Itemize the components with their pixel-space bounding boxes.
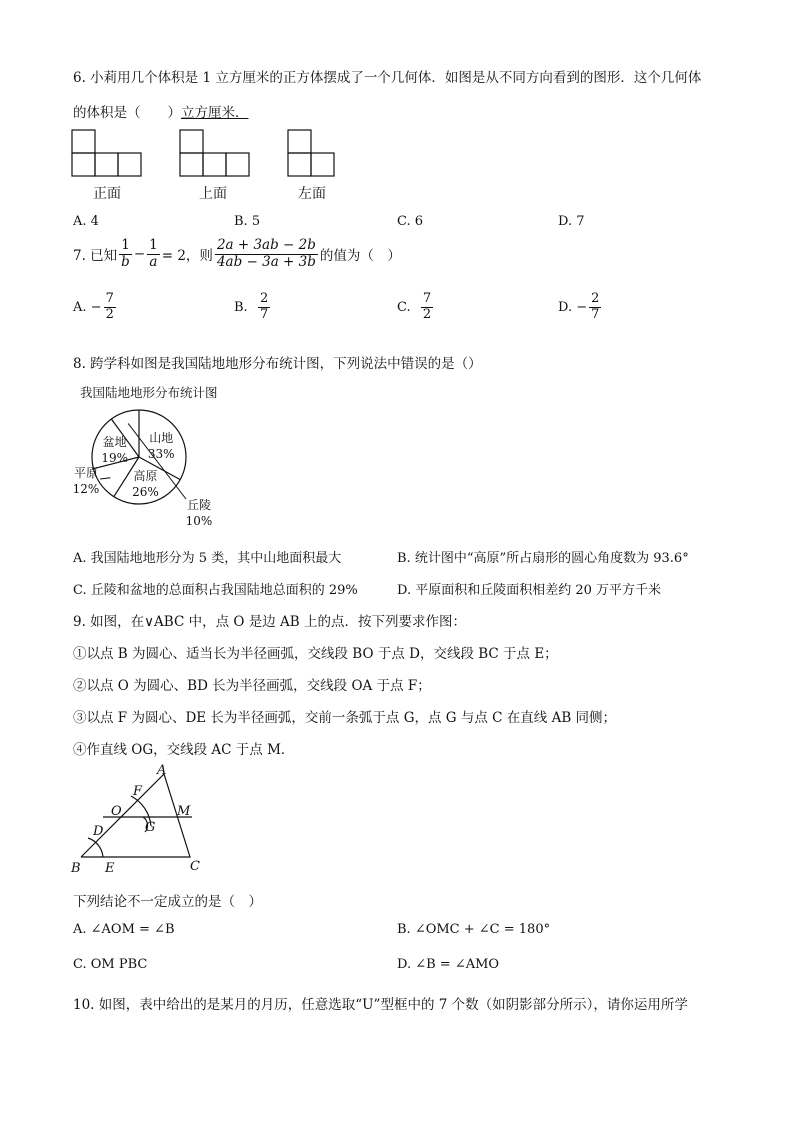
label-d: D xyxy=(93,824,104,839)
q7-option-b[interactable] xyxy=(234,292,272,323)
pie-label-3: 盆地 xyxy=(102,435,127,450)
q6-option-b[interactable]: B. 5 xyxy=(234,214,261,229)
q9-option-b[interactable]: B. ∠OMC + ∠C = 180° xyxy=(397,922,551,937)
front-view-cell xyxy=(118,153,141,176)
q7-frac-1-over-b: $\frac{1}{b}$ xyxy=(121,237,130,270)
q7-option-a-den: 2 xyxy=(105,306,114,322)
q9-question: 下列结论不一定成立的是（ ） xyxy=(73,894,262,910)
q6-stem-line2-b: 立方厘米． xyxy=(181,105,249,121)
q6-view-label-left: 左面 xyxy=(298,186,326,202)
q6-stem-line2 xyxy=(73,101,249,121)
q7-option-d-den: 7 xyxy=(591,306,600,322)
q7-option-c-num: 7 xyxy=(422,291,432,306)
q7-option-b-label: B. xyxy=(234,299,248,315)
q9-option-d[interactable]: D. ∠B = ∠AMO xyxy=(397,957,500,972)
pie-label-2: 平原 xyxy=(73,466,99,480)
q6-option-d[interactable]: D. 7 xyxy=(558,214,585,229)
pie-label-0: 山地 xyxy=(149,430,174,445)
q7-expr-num: 2a + 3ab − 2b xyxy=(216,237,316,253)
q7-prefix: 7. 已知 xyxy=(73,248,118,265)
label-a: A xyxy=(157,763,167,778)
pie-chart xyxy=(66,405,216,535)
q7-expr-den: 4ab − 3a + 3b xyxy=(216,253,316,270)
label-e: E xyxy=(105,861,115,876)
pie-leader-2 xyxy=(100,478,110,479)
q6-view-label-front: 正面 xyxy=(93,186,121,202)
q7-option-b-den: 7 xyxy=(259,306,269,322)
label-m: M xyxy=(177,804,191,819)
q8-option-c[interactable]: C. 丘陵和盆地的总面积占我国陆地总面积的 29% xyxy=(73,583,358,598)
q8-option-d[interactable]: D. 平原面积和丘陵面积相差约 20 万平方千米 xyxy=(397,583,662,598)
q10-stem-line1: 10. 如图，表中给出的是某月的月历，任意选取“U”型框中的 7 个数（如阴影部分所示），请你运用所学 xyxy=(73,997,688,1013)
q7-option-c-label: C. xyxy=(397,299,411,315)
left-view-cell xyxy=(288,130,311,153)
q6-view-label-top: 上面 xyxy=(199,186,227,202)
top-view-cell xyxy=(180,153,203,176)
q9-option-c[interactable]: C. OM PBC xyxy=(73,957,148,972)
q7-cond-rhs: = 2，则 xyxy=(161,248,213,265)
q9-step-2: ②以点 O 为圆心、BD 长为半径画弧，交线段 OA 于点 F； xyxy=(73,678,431,694)
pie-label-4: 丘陵 xyxy=(186,498,212,512)
front-view-cell xyxy=(72,153,95,176)
pie-value-1: 26% xyxy=(132,485,159,500)
q7-option-d-label: D. xyxy=(558,299,573,315)
label-b: B xyxy=(71,861,81,876)
q8-stem: 8. 跨学科如图是我国陆地地形分布统计图，下列说法中错误的是（） xyxy=(73,356,482,372)
top-view-cell xyxy=(180,130,203,153)
label-g: G xyxy=(145,820,156,835)
q6-views-figure xyxy=(70,128,340,178)
left-view-cell xyxy=(288,153,311,176)
q7-option-d[interactable] xyxy=(558,292,603,323)
q7-option-b-num: 2 xyxy=(259,291,269,306)
q6-option-c[interactable]: C. 6 xyxy=(397,214,424,229)
label-c: C xyxy=(190,859,200,874)
q7-option-a[interactable] xyxy=(73,292,118,323)
pie-label-1: 高原 xyxy=(133,469,158,484)
q7-option-d-sign: − xyxy=(576,299,588,315)
q6-stem-line2-a: 的体积是（ ） xyxy=(73,105,181,121)
pie-chart-title: 我国陆地地形分布统计图 xyxy=(80,385,218,400)
q7-stem: 7. 已知 $\frac{1}{b}$ − $\frac{1}{a}$ = 2，则 $\frac{2a + 3ab - 2b}{4ab - 3a + 3b}$ 的值为（ ） xyxy=(73,237,401,270)
q6-option-a[interactable]: A. 4 xyxy=(73,214,99,229)
q7-expression xyxy=(215,238,318,270)
q9-triangle-figure xyxy=(65,760,225,880)
q9-step-3: ③以点 F 为圆心、DE 长为半径画弧，交前一条弧于点 G，点 G 与点 C 在直线 AB 同侧； xyxy=(73,710,617,726)
top-view-cell xyxy=(226,153,249,176)
q6-stem-line1: 6. 小莉用几个体积是 1 立方厘米的正方体摆成了一个几何体．如图是从不同方向看到的图形．这个几何体 xyxy=(73,70,702,86)
q8-option-b[interactable]: B. 统计图中“高原”所占扇形的圆心角度数为 93.6° xyxy=(397,551,689,566)
top-view-cell xyxy=(203,153,226,176)
q9-option-a[interactable]: A. ∠AOM = ∠B xyxy=(73,922,175,937)
pie-value-0: 33% xyxy=(147,446,175,461)
pie-value-4: 10% xyxy=(185,514,213,528)
q9-step-4: ④作直线 OG，交线段 AC 于点 M． xyxy=(73,742,295,758)
q7-option-c[interactable] xyxy=(397,292,435,323)
front-view-cell xyxy=(72,130,95,153)
q8-option-a[interactable]: A. 我国陆地地形分为 5 类，其中山地面积最大 xyxy=(73,551,342,566)
q9-step-1: ①以点 B 为圆心、适当长为半径画弧，交线段 BO 于点 D，交线段 BC 于点 E； xyxy=(73,646,558,662)
q9-stem: 9. 如图，在∨ABC 中，点 O 是边 AB 上的点．按下列要求作图： xyxy=(73,614,466,630)
pie-value-2: 12% xyxy=(72,482,100,496)
q7-option-a-sign: − xyxy=(90,299,102,315)
q7-suffix: 的值为（ ） xyxy=(319,248,401,265)
q7-frac-1-over-a: $\frac{1}{a}$ xyxy=(149,237,158,270)
label-o: O xyxy=(111,804,122,819)
front-view-cell xyxy=(95,153,118,176)
q7-option-a-label: A. xyxy=(73,299,87,315)
q7-option-c-den: 2 xyxy=(422,306,432,322)
label-f: F xyxy=(133,784,143,799)
q7-option-d-num: 2 xyxy=(591,291,600,306)
pie-value-3: 19% xyxy=(101,451,129,466)
left-view-cell xyxy=(311,153,334,176)
q7-option-a-num: 7 xyxy=(105,291,114,306)
